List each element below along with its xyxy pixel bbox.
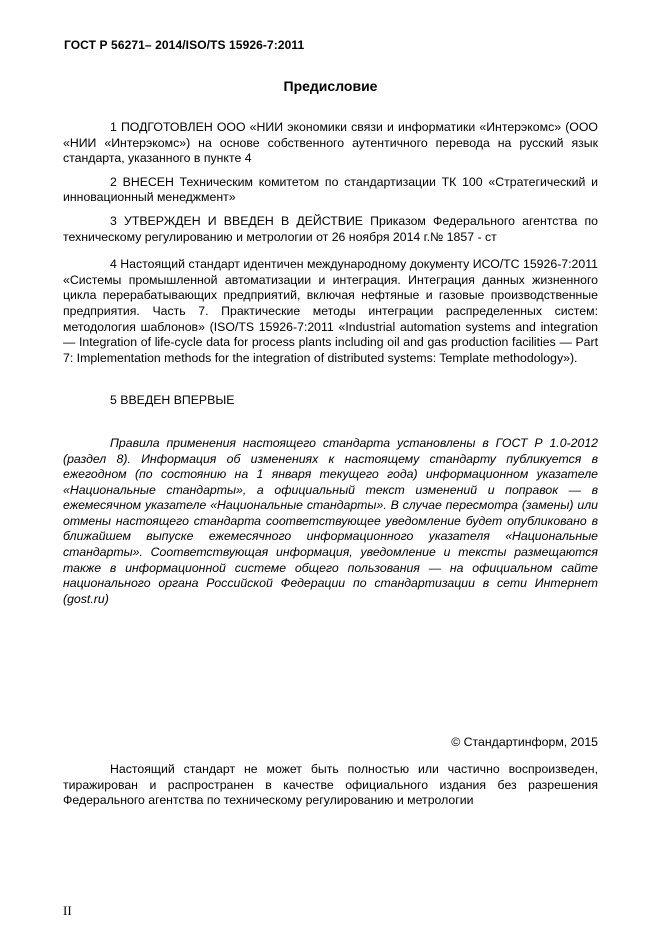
page-title: Предисловие <box>283 78 378 94</box>
section-1: 1 ПОДГОТОВЛЕН ООО «НИИ экономики связи и информатики «Интерэкомс» (ООО «НИИ «Интерэкомс») на основе собственного аутентичного перевода на русский язык стандарта, указанного в пункте 4 <box>63 120 598 166</box>
application-notice: Правила применения настоящего стандарта установлены в ГОСТ Р 1.0-2012 (раздел 8). Информация об изменениях к настоящему стандарту публикуется в ежегодном (по состоянию на 1 января текущего года) информационном указателе «Национальные стандарты», а официальный текст изменений и поправок — в ежемесячном указателе «Национальные стандарты». В случае пересмотра (замены) или отмены настоящего стандарта соответствующее уведомление будет опубликовано в ближайшем выпуске ежемесячного информационного указателя «Национальные стандарты». Соответствующая информация, уведомление и тексты размещаются также в информационной системе общего пользования — на официальном сайте национального органа Российской Федерации по стандартизации в сети Интернет (gost.ru) <box>63 435 598 606</box>
section-5: 5 ВВЕДЕН ВПЕРВЫЕ <box>110 393 235 408</box>
section-3: 3 УТВЕРЖДЕН И ВВЕДЕН В ДЕЙСТВИЕ Приказом Федерального агентства по техническому регулированию и метрологии от 26 ноября 2014 г.№ 1857 - ст <box>63 213 598 244</box>
section-4: 4 Настоящий стандарт идентичен международному документу ИСО/ТС 15926-7:2011 «Системы промышленной автоматизации и интеграция. Интеграция данных жизненного цикла перерабатывающих предприятий, включая нефтяные и газовые производственные предприятия. Часть 7. Практические методы интеграции распределенных систем: методология шаблонов» (ISO/TS 15926-7:2011 «Industrial automation systems and integration — Integration of life-cycle data for process plants including oil and gas production facilities — Part 7: Implementation methods for the integration of distributed systems: Template methodology»). <box>63 257 598 365</box>
document-header: ГОСТ Р 56271– 2014/ISO/TS 15926-7:2011 <box>64 38 305 52</box>
foreword-body <box>63 120 598 607</box>
section-2: 2 ВНЕСЕН Техническим комитетом по стандартизации ТК 100 «Стратегический и инновационный менеджмент» <box>63 174 598 205</box>
page-number: II <box>63 903 72 918</box>
reproduction-rights: Настоящий стандарт не может быть полностью или частично воспроизведен, тиражирован и распространен в качестве официального издания без разрешения Федерального агентства по техническому регулированию и метрологии <box>63 762 598 808</box>
copyright-notice: © Стандартинформ, 2015 <box>451 735 598 749</box>
